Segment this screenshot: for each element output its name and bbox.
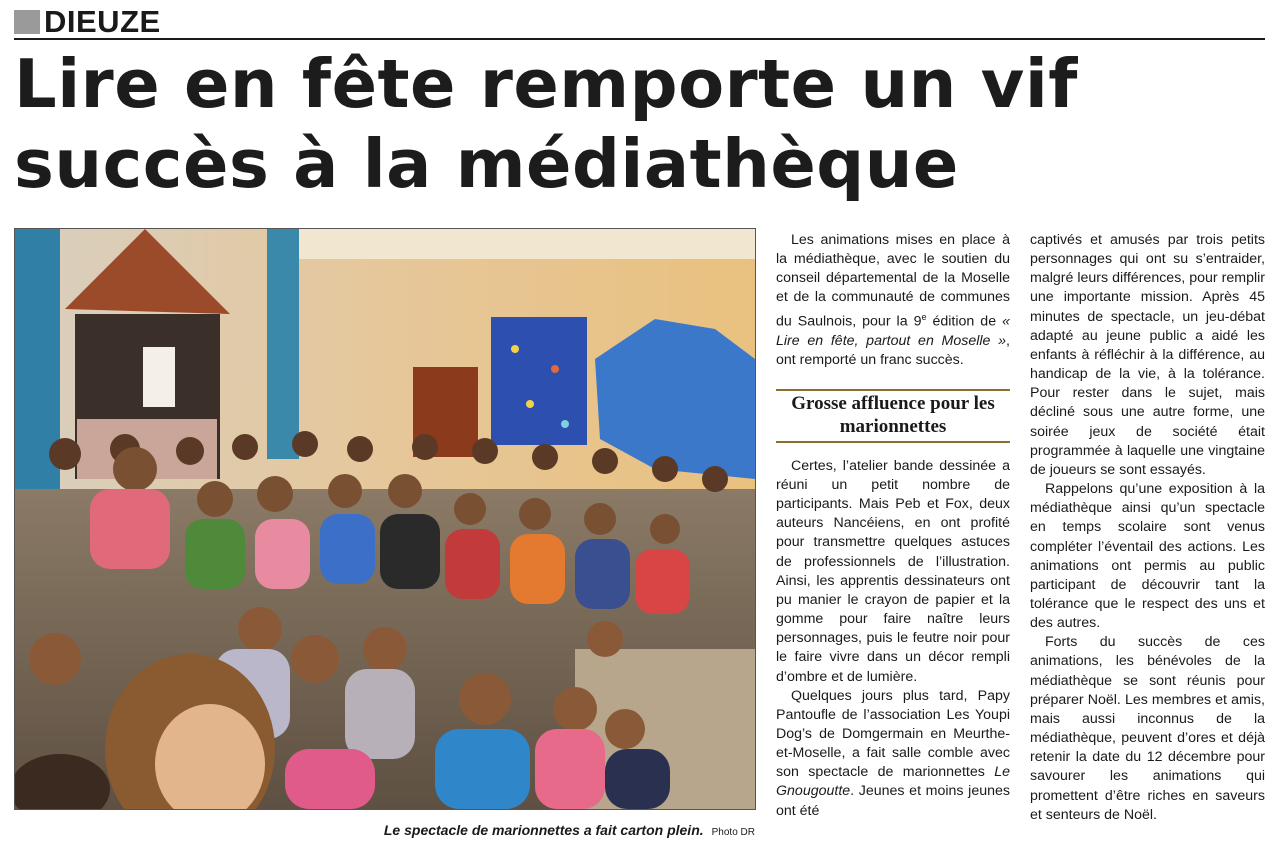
intro-text-c: , ont remporté un franc succès. xyxy=(776,332,1010,368)
photo-caption xyxy=(14,820,755,843)
section-marker xyxy=(14,10,40,34)
caption-text: Le spectacle de marionnettes a fait carton plein. xyxy=(383,822,704,838)
paragraph-christmas: Forts du succès de ces animations, les bénévoles de la médiathèque se sont réunis pour préparer Noël. Les membres et amis, mais aussi inconnus de la médiathèque, peuvent d’ores et déjà retenir la date du 12 décembre pour savourer les animations qui promettent d’être riches en saveurs et senteurs de Noël. xyxy=(1030,634,1265,823)
section-name: DIEUZE xyxy=(44,4,161,39)
paragraph-continued: captivés et amusés par trois petits personnages qui ont su s’entraider, malgré leurs différences, pour remplir une importante mission. Après 45 minutes de spectacle, un jeu-débat adapté au jeune public a aidé les enfants à réfléchir à la différence, au handicap de la vie, à la tolérance. Pour rester dans le sujet, mais décliné sous une autre forme, une soirée jeux de société était programmée à laquelle une vingtaine de joueurs se sont essayés. xyxy=(1030,232,1265,478)
article-column-1 xyxy=(776,231,1010,821)
photo-credit: Photo DR xyxy=(711,827,755,838)
intro-event-name: « Lire en fête, partout en Moselle » xyxy=(776,313,1010,349)
puppets-text-b: . Jeunes et moins jeunes ont été xyxy=(776,783,1010,819)
paragraph-intro xyxy=(776,231,1010,370)
intro-text-a: Les animations mises en place à la médiathèque, avec le soutien du conseil départemental de la Moselle et de la communauté de communes du Saulnois, pour la 9 xyxy=(776,232,1010,330)
intro-superscript: e xyxy=(921,311,927,322)
article-column-2 xyxy=(1030,231,1265,825)
headline-line-1: Lire en fête remporte un vif xyxy=(14,45,1078,123)
paragraph-puppets xyxy=(776,687,1010,821)
article-subhead: Grosse affluence pour les marionnettes xyxy=(776,389,1010,443)
paragraph-workshop: Certes, l’atelier bande dessinée a réuni un petit nombre de participants. Mais Peb et Fox, deux auteurs Nancéiens, en ont profité pour transmettre quelques astuces de professionnels de l’illustration. Ainsi, les apprentis dessinateurs ont pu manier le crayon de papier et la gomme pour faire naître leurs personnages, puis le feutre noir pour le faire vivre dans un décor rempli d’ombre et de lumière. xyxy=(776,457,1010,685)
section-header xyxy=(14,4,1265,40)
headline-line-2: succès à la médiathèque xyxy=(14,125,959,203)
audience-photo-illustration xyxy=(15,229,755,809)
intro-text-b: édition de xyxy=(926,313,1003,330)
show-title: Le Gnougoutte xyxy=(776,764,1010,800)
headline xyxy=(14,44,1264,204)
paragraph-exhibition: Rappelons qu’une exposition à la médiathèque ainsi qu’un spectacle en temps scolaire sont venus compléter l’éventail des actions. Les animations ont permis au public participant de découvrir tant la tolérance que le respect des uns et des autres. xyxy=(1030,481,1265,632)
article-photo xyxy=(14,228,756,810)
puppets-text-a: Quelques jours plus tard, Papy Pantoufle de l’association Les Youpi Dog’s de Domgermain en Meurthe-et-Moselle, a fait salle comble avec son spectacle de marionnettes xyxy=(776,687,1010,781)
